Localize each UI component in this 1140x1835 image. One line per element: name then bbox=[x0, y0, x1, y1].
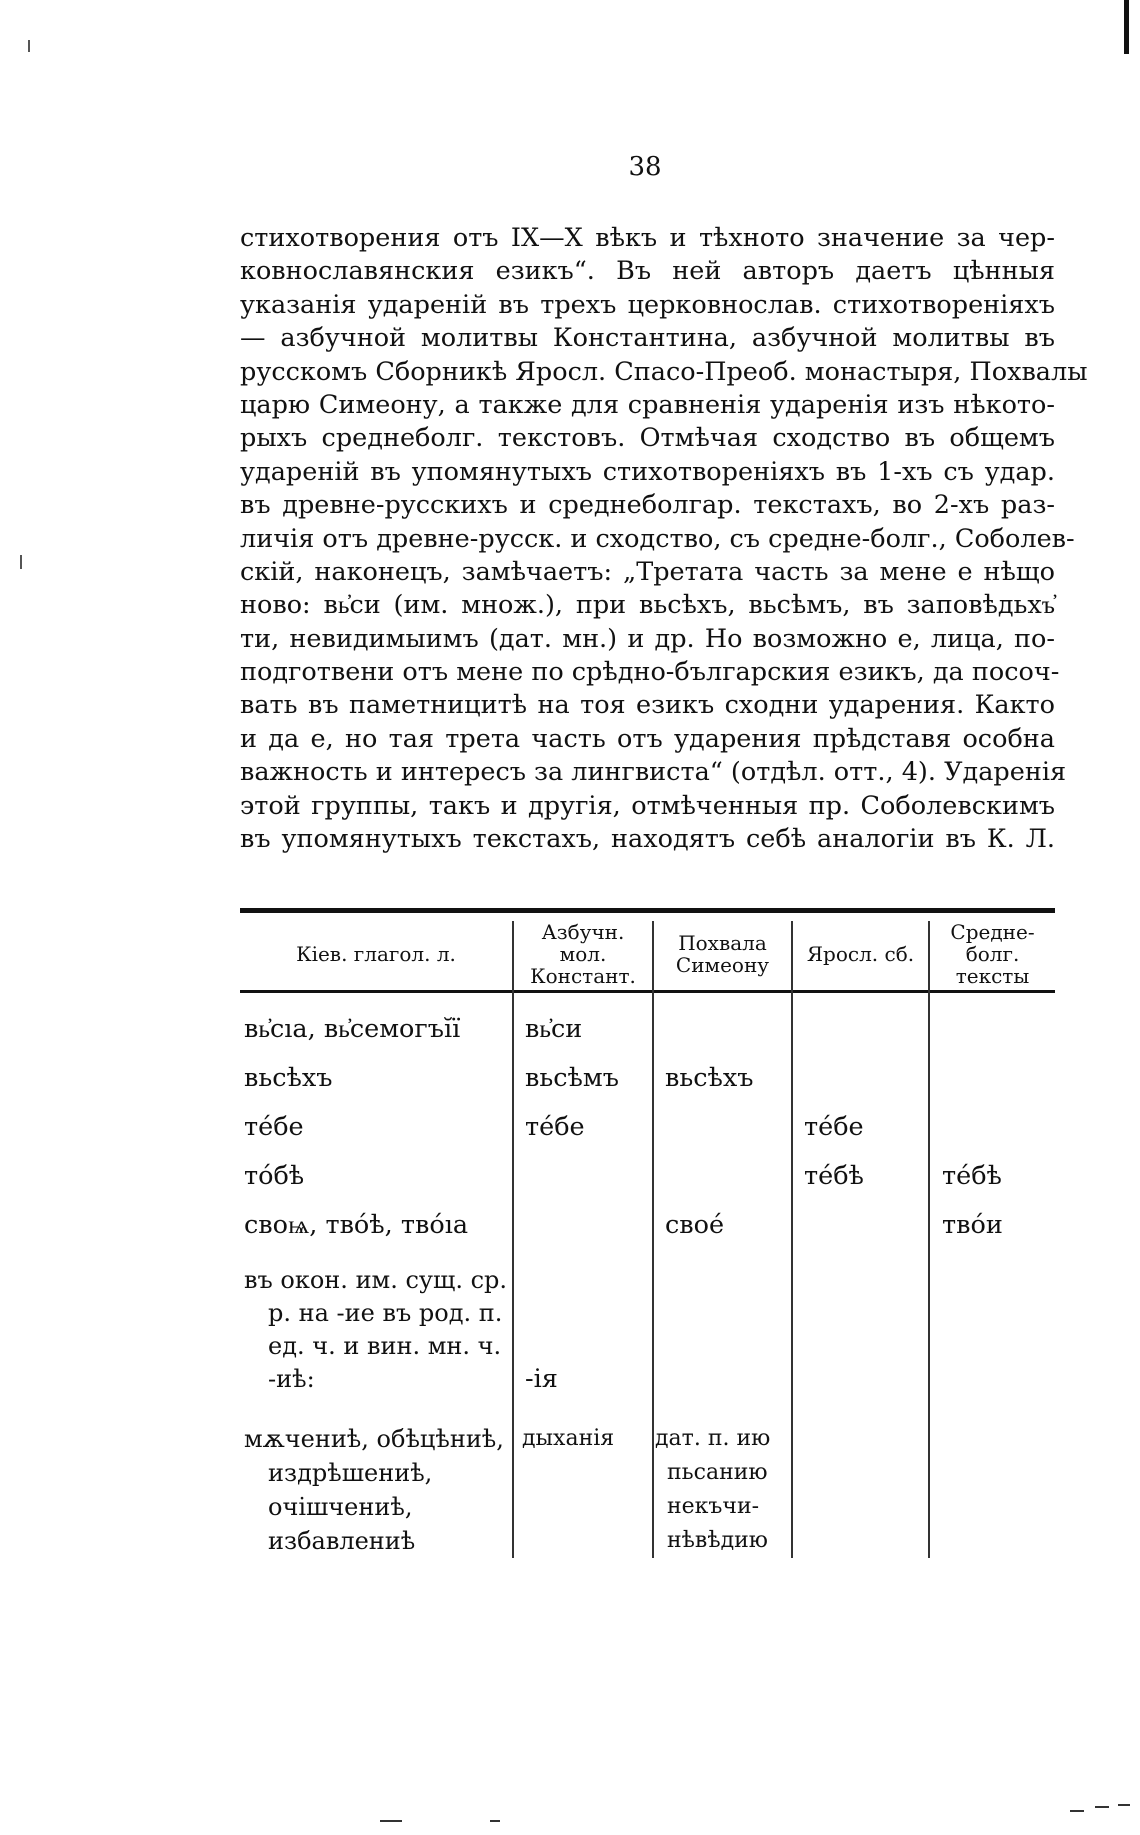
table-cell: вьсѣхъ bbox=[244, 1063, 333, 1093]
table-cell bbox=[244, 1264, 508, 1396]
table-cell: вьсѣмъ bbox=[525, 1063, 619, 1093]
footer-mark bbox=[380, 1820, 402, 1822]
cell-line: р. на -ие въ род. п. bbox=[268, 1299, 503, 1327]
table-cell: своѩ, твóѣ, твóıа bbox=[244, 1210, 469, 1240]
footer-mark bbox=[490, 1820, 500, 1822]
cell-line: некъчи- bbox=[667, 1494, 760, 1519]
column-divider bbox=[791, 921, 793, 1558]
cell-line: избавлениѣ bbox=[268, 1527, 416, 1555]
text-line: русскомъ Сборникѣ Яросл. Спасо-Преоб. монастыря, Похвалы bbox=[240, 356, 1088, 387]
text-line: рыхъ среднеболг. текстовъ. Отмѣчая сходство въ общемъ bbox=[240, 423, 1055, 454]
table-cell bbox=[655, 1422, 770, 1558]
text-line: ново: вь҆си (им. множ.), при вьсѣхъ, вьсѣмъ, въ заповѣдьхъ҆ bbox=[240, 590, 1055, 621]
table-cell: дыханія bbox=[522, 1426, 615, 1451]
cell-line: дат. п. ию bbox=[655, 1426, 771, 1451]
column-header-azbuchn: Азбучн. мол. Констант. bbox=[530, 920, 636, 988]
text-line: ударенiй въ упомянутыхъ стихотвореніяхъ въ 1-хъ съ удар. bbox=[240, 456, 1055, 487]
cell-line: -иѣ: bbox=[268, 1365, 315, 1393]
text-line: скій, наконецъ, замѣчаетъ: „Третата часть за мене е нѣщо bbox=[240, 556, 1055, 587]
text-line: важность и интересъ за лингвиста“ (отдѣл. отт., 4). Ударенія bbox=[240, 757, 1067, 788]
table-cell: тéбе bbox=[525, 1112, 585, 1142]
text-line: царю Симеону, а также для сравненія ударенія изъ нѣкото- bbox=[240, 389, 1055, 420]
text-line: стихотворения отъ IX—X вѣкъ и тѣхното значение за чер- bbox=[240, 223, 1055, 253]
text-line: — азбучной молитвы Константина, азбучной молитвы въ bbox=[240, 323, 1055, 354]
body-paragraph bbox=[240, 222, 1088, 856]
column-divider bbox=[928, 921, 930, 1558]
cell-line: издрѣшениѣ, bbox=[268, 1459, 433, 1487]
table-cell: вь҆сıа, вь҆семогъı̆ı̈ bbox=[244, 1014, 461, 1044]
cell-line: очішчениѣ, bbox=[268, 1493, 413, 1521]
column-header-pokhvala: Похвала Симеону bbox=[675, 931, 770, 977]
column-divider bbox=[652, 921, 654, 1558]
text-line: въ упомянутыхъ текстахъ, находятъ себѣ аналогіи въ К. Л. bbox=[240, 824, 1055, 855]
table-cell: вь҆си bbox=[525, 1014, 583, 1044]
cell-line: нѣвѣдию bbox=[667, 1528, 768, 1553]
cell-line: ед. ч. и вин. мн. ч. bbox=[268, 1332, 502, 1360]
text-line: ти, невидимыимъ (дат. мн.) и др. Но возможно е, лица, по- bbox=[240, 623, 1055, 654]
column-header-yarosl: Яросл. сб. bbox=[806, 942, 915, 966]
stress-comparison-table bbox=[240, 908, 1055, 1558]
cell-line: мѫчениѣ, обѣцѣниѣ, bbox=[244, 1425, 504, 1453]
text-line: указанія ударенiй въ трехъ церковнослав. стихотвореніяхъ bbox=[240, 289, 1055, 320]
text-line: ковнославянския езикъ“. Въ ней авторъ даетъ цѣнныя bbox=[240, 256, 1055, 287]
column-header-srednebolg: Средне- болг. тексты bbox=[950, 920, 1035, 988]
table-cell: тóбѣ bbox=[244, 1161, 305, 1191]
text-line: и да е, но тая трета часть отъ ударения прѣдставя особна bbox=[240, 723, 1055, 754]
text-line: этой группы, такъ и другія, отмѣченныя пр. Соболевскимъ bbox=[240, 790, 1055, 821]
table-top-rule bbox=[240, 908, 1055, 913]
table-cell bbox=[244, 1422, 504, 1558]
text-line: вать въ паметницитѣ на тоя езикъ сходни ударения. Както bbox=[240, 690, 1055, 721]
column-divider bbox=[512, 921, 514, 1558]
edge-mark bbox=[1124, 0, 1129, 54]
column-header-kiev: Кіев. глагол. л. bbox=[296, 942, 456, 966]
table-cell: своé bbox=[665, 1210, 725, 1240]
table-cell: -ія bbox=[525, 1364, 558, 1394]
footer-mark bbox=[1118, 1804, 1130, 1806]
table-cell: тéбе bbox=[244, 1112, 304, 1142]
footer-mark bbox=[1095, 1806, 1109, 1808]
table-cell: вьсѣхъ bbox=[665, 1063, 754, 1093]
margin-mark bbox=[20, 555, 22, 569]
text-line: подготвени отъ мене по срѣдно-българския езикъ, да посоч- bbox=[240, 657, 1060, 688]
table-cell: тéбе bbox=[804, 1112, 864, 1142]
footer-mark bbox=[1070, 1810, 1084, 1812]
page-number: 38 bbox=[628, 152, 662, 182]
table-header-rule bbox=[240, 990, 1055, 993]
text-line: личія отъ древне-русск. и сходство, съ средне-болг., Соболев- bbox=[240, 523, 1075, 554]
table-cell: тéбѣ bbox=[804, 1161, 864, 1191]
text-line: въ древне-русскихъ и среднеболгар. текстахъ, во 2-хъ раз- bbox=[240, 490, 1055, 521]
cell-line: пьсанию bbox=[667, 1460, 768, 1485]
table-cell: тéбѣ bbox=[942, 1161, 1002, 1191]
margin-mark bbox=[28, 40, 30, 52]
table-cell: твóи bbox=[942, 1210, 1003, 1240]
cell-line: въ окон. им. сущ. ср. bbox=[244, 1266, 508, 1294]
